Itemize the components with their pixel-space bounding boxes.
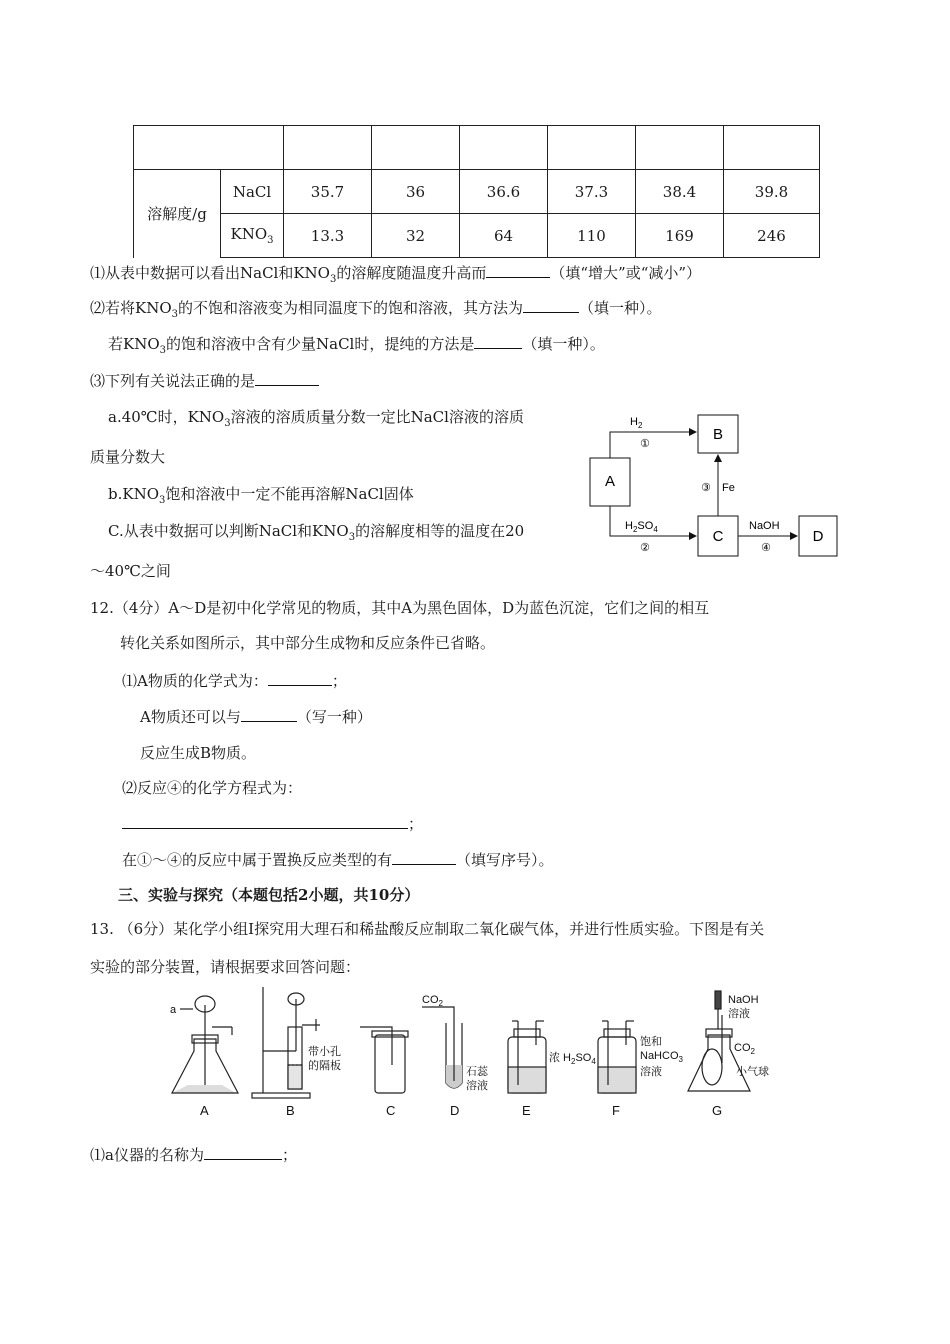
label-f: F (612, 1103, 620, 1118)
answer-blank[interactable] (241, 707, 297, 722)
step-1: ① (640, 438, 650, 450)
q11-option-a-cont: 质量分数大 (90, 448, 166, 466)
label-g: G (712, 1103, 723, 1118)
q11-option-c: C.从表中数据可以判断NaCl和$KNO_3$的溶解度相等的温度在20 (108, 522, 525, 543)
q11-part1: ⑴从表中数据可以看出NaCl和$KNO_3$的溶解度随温度升高而 （填“增大”或“减小”） (90, 264, 702, 285)
e-note: 浓 $H_2SO_4$ (549, 1052, 596, 1066)
q13-intro-cont: 实验的部分装置，请根据要求回答问题： (90, 958, 361, 976)
table-cell: 35.7 (284, 170, 372, 214)
table-cell: 36.6 (460, 170, 548, 214)
step-2: ② (640, 542, 650, 554)
apparatus-b (252, 987, 320, 1098)
box-d-label: D (812, 528, 824, 545)
label-funnel-a: a (170, 1004, 177, 1016)
header-cell (134, 126, 284, 170)
apparatus-figure (160, 985, 800, 1123)
table-cell: 110 (548, 214, 636, 258)
table-cell: 169 (636, 214, 724, 258)
step-3: ③ (701, 482, 711, 494)
g-co2: $CO_2$ (734, 1042, 755, 1056)
solubility-table (133, 125, 820, 258)
g-note-2: 溶液 (728, 1008, 750, 1020)
q12-part2-line: ； (122, 813, 423, 834)
box-a-label: A (604, 473, 616, 490)
f-note-2: NaHCO$_3$ (640, 1050, 683, 1064)
label-c: C (386, 1103, 396, 1118)
apparatus-c (360, 1027, 408, 1093)
header-cell (460, 126, 548, 170)
reagent-fe: Fe (722, 482, 735, 494)
kno3-label: $KNO_3$ (221, 214, 284, 258)
table-cell: 36 (372, 170, 460, 214)
answer-blank[interactable] (474, 334, 522, 349)
apparatus-f (598, 1021, 636, 1093)
arrow-a-b (610, 432, 696, 458)
header-cell (284, 126, 372, 170)
label-a: A (200, 1103, 209, 1118)
answer-blank[interactable] (523, 298, 579, 313)
d-co2: $CO_2$ (422, 994, 443, 1008)
header-cell (636, 126, 724, 170)
b-note-1: 带小孔 (308, 1046, 341, 1058)
table-cell: 39.8 (724, 170, 820, 214)
table-cell: 38.4 (636, 170, 724, 214)
q12-part1c: 反应生成B物质。 (140, 744, 257, 762)
q11-part2: ⑵若将$KNO_3$的不饱和溶液变为相同温度下的饱和溶液，其方法为 （填一种）。 (90, 299, 662, 320)
q12-part1b: A物质还可以与 （写一种） (140, 708, 372, 726)
table-row-kno3 (134, 214, 820, 258)
apparatus-a (172, 996, 238, 1093)
q12-part2: ⑵反应④的化学方程式为： (122, 779, 303, 797)
reagent-h2: $H_2$ (630, 416, 643, 430)
table-cell: 37.3 (548, 170, 636, 214)
q13-intro: 13. （6分）某化学小组Ⅰ探究用大理石和稀盐酸反应制取二氧化碳气体，并进行性质实验。下图是有关 (90, 920, 765, 938)
header-cell (372, 126, 460, 170)
label-e: E (522, 1103, 531, 1118)
q13-part1: ⑴a仪器的名称为 ； (90, 1146, 297, 1164)
d-note-2: 溶液 (466, 1080, 488, 1092)
reagent-h2so4: $H_2SO_4$ (625, 520, 658, 534)
table-cell: 32 (372, 214, 460, 258)
header-cell (548, 126, 636, 170)
q11-part2b: 若$KNO_3$的饱和溶液中含有少量NaCl时，提纯的方法是 （填一种）。 (108, 335, 605, 356)
q11-option-a: a.40℃时，$KNO_3$溶液的溶质质量分数一定比NaCl溶液的溶质 (108, 408, 524, 429)
box-b-label: B (712, 426, 724, 443)
row-label: 溶解度/g (134, 170, 221, 258)
section-title: 三、实验与探究（本题包括2小题，共10分） (118, 886, 420, 904)
q12-intro-cont: 转化关系如图所示，其中部分生成物和反应条件已省略。 (120, 634, 496, 652)
apparatus-e (508, 1021, 546, 1093)
q12-intro: 12.（4分）A～D是初中化学常见的物质，其中A为黑色固体，D为蓝色沉淀，它们之间的相互 (90, 599, 710, 617)
label-d: D (450, 1103, 460, 1118)
box-c-label: C (712, 528, 724, 545)
f-note-1: 饱和 (640, 1036, 662, 1048)
table-header-row (134, 126, 820, 170)
reagent-naoh: NaOH (749, 520, 780, 532)
d-note-1: 石蕊 (466, 1066, 488, 1078)
answer-blank[interactable] (204, 1145, 282, 1160)
table-cell: 64 (460, 214, 548, 258)
step-4: ④ (761, 542, 771, 554)
answer-blank[interactable] (392, 850, 456, 865)
answer-blank[interactable] (486, 263, 550, 278)
q11-option-b: $b.KNO_3$饱和溶液中一定不能再溶解NaCl固体 (108, 485, 414, 506)
f-note-3: 溶液 (640, 1066, 662, 1078)
b-note-2: 的隔板 (308, 1060, 341, 1072)
g-note-1: NaOH (728, 994, 759, 1006)
conversion-flow-diagram (585, 405, 845, 565)
answer-blank[interactable] (255, 371, 319, 386)
answer-blank[interactable] (268, 671, 332, 686)
header-cell (724, 126, 820, 170)
table-cell: 246 (724, 214, 820, 258)
label-b: B (286, 1103, 295, 1118)
q12-part2b: 在①～④的反应中属于置换反应类型的有 （填写序号）。 (122, 851, 554, 869)
apparatus-d (422, 1007, 462, 1088)
q11-option-c-cont: ～40℃之间 (90, 562, 171, 580)
table-cell: 13.3 (284, 214, 372, 258)
nacl-label: NaCl (221, 170, 284, 214)
answer-blank[interactable] (122, 814, 408, 829)
q11-part3: ⑶下列有关说法正确的是 (90, 370, 319, 391)
g-balloon: 小气球 (736, 1066, 769, 1078)
q12-part1: ⑴A物质的化学式为： ； (122, 672, 347, 690)
table-row-nacl (134, 170, 820, 214)
